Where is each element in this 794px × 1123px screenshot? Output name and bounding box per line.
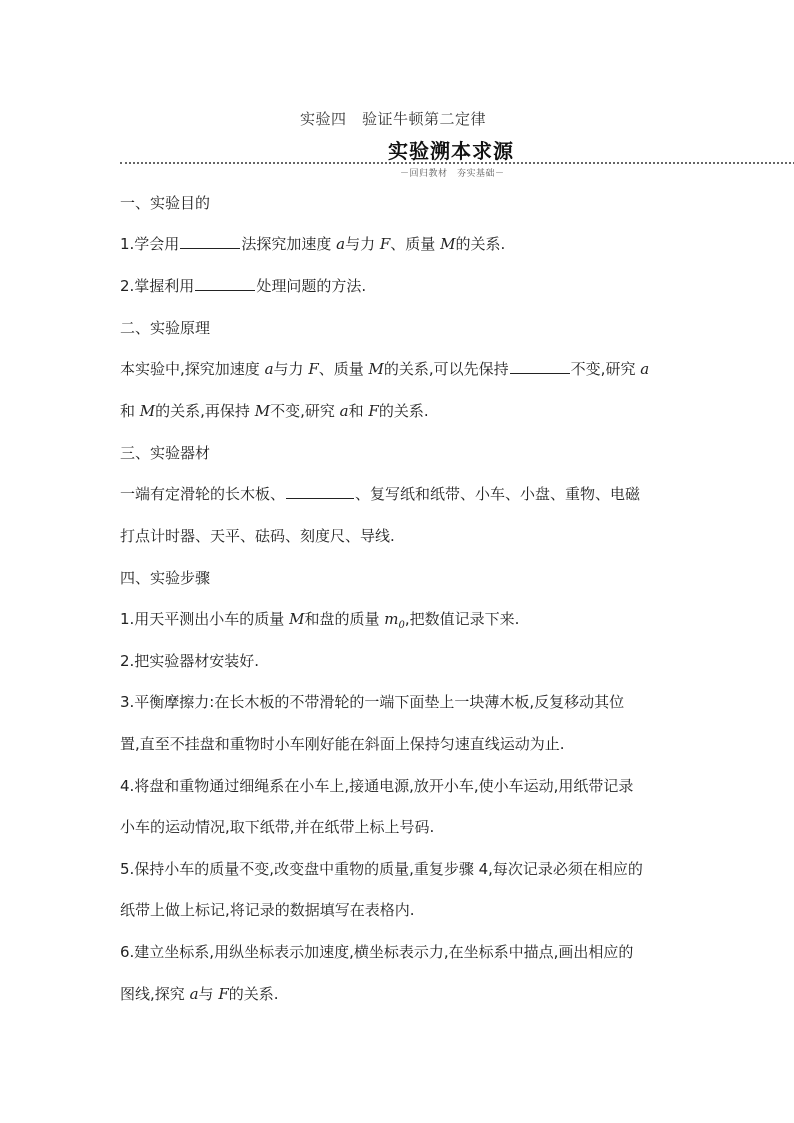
- step-5-line-1: 5.保持小车的质量不变,改变盘中重物的质量,重复步骤 4,每次记录必须在相应的: [120, 860, 643, 878]
- purpose-item-1: [120, 233, 505, 255]
- section-subtitle: －回归教材 夯实基础－: [400, 169, 505, 179]
- step-6-line-2: [120, 983, 279, 1005]
- text: 、质量: [318, 360, 364, 378]
- heading-equipment: 三、实验器材: [120, 444, 211, 462]
- symbol-a: a: [339, 402, 349, 420]
- principle-line-1: [120, 358, 649, 380]
- fill-blank: [180, 233, 240, 249]
- symbol-M: M: [254, 402, 271, 420]
- text: 本实验中,探究加速度: [120, 360, 260, 378]
- text: 与力: [273, 360, 304, 378]
- symbol-m: m: [384, 610, 399, 628]
- text: 的关系.: [455, 235, 506, 253]
- equipment-line-2: 打点计时器、天平、砝码、刻度尺、导线.: [120, 527, 395, 545]
- step-5-line-2: 纸带上做上标记,将记录的数据填写在表格内.: [120, 901, 415, 919]
- text: 、复写纸和纸带、小车、小盘、重物、电磁: [355, 485, 641, 503]
- text: 一端有定滑轮的长木板、: [120, 485, 286, 503]
- text: 与力: [345, 235, 376, 253]
- symbol-a: a: [336, 235, 346, 253]
- heading-principle: 二、实验原理: [120, 319, 211, 337]
- chapter-title: 实验四 验证牛顿第二定律: [300, 110, 487, 128]
- text: 和: [348, 402, 364, 420]
- symbol-m0: [384, 610, 405, 631]
- text: 2.掌握利用: [120, 277, 195, 295]
- principle-line-2: [120, 400, 429, 422]
- symbol-a: a: [189, 985, 199, 1003]
- symbol-a: a: [264, 360, 274, 378]
- subscript-0: 0: [398, 620, 405, 631]
- fill-blank: [195, 275, 255, 291]
- symbol-M: M: [139, 402, 156, 420]
- dotted-divider: [120, 162, 794, 164]
- section-banner: 实验溯本求源: [388, 139, 514, 163]
- text: 1.学会用: [120, 235, 180, 253]
- text: 与: [198, 985, 214, 1003]
- step-4-line-2: 小车的运动情况,取下纸带,并在纸带上标上号码.: [120, 818, 435, 836]
- step-2: 2.把实验器材安装好.: [120, 652, 260, 670]
- text: 法探究加速度: [241, 235, 332, 253]
- fill-blank: [286, 483, 354, 499]
- text: ,把数值记录下来.: [404, 610, 520, 628]
- heading-steps: 四、实验步骤: [120, 569, 211, 587]
- step-6-line-1: 6.建立坐标系,用纵坐标表示加速度,横坐标表示力,在坐标系中描点,画出相应的: [120, 943, 634, 961]
- step-3-line-1: 3.平衡摩擦力:在长木板的不带滑轮的一端下面垫上一块薄木板,反复移动其位: [120, 693, 625, 711]
- text: 和盘的质量: [304, 610, 380, 628]
- step-1: [120, 608, 519, 637]
- text: 的关系.: [228, 985, 279, 1003]
- symbol-F: F: [368, 402, 379, 420]
- symbol-M: M: [368, 360, 384, 378]
- text: 、质量: [390, 235, 436, 253]
- symbol-F: F: [308, 360, 319, 378]
- symbol-M: M: [289, 610, 305, 628]
- symbol-F: F: [379, 235, 391, 253]
- step-3-line-2: 置,直至不挂盘和重物时小车刚好能在斜面上保持匀速直线运动为止.: [120, 735, 565, 753]
- purpose-item-2: [120, 275, 366, 297]
- text: 不变,研究: [270, 402, 335, 420]
- step-4-line-1: 4.将盘和重物通过细绳系在小车上,接通电源,放开小车,使小车运动,用纸带记录: [120, 777, 634, 795]
- text: 和: [120, 402, 136, 420]
- fill-blank: [510, 358, 570, 374]
- text: 的关系,可以先保持: [383, 360, 509, 378]
- text: 图线,探究: [120, 985, 185, 1003]
- symbol-F: F: [218, 985, 229, 1003]
- equipment-line-1: [120, 483, 640, 505]
- symbol-a: a: [640, 360, 650, 378]
- heading-purpose: 一、实验目的: [120, 194, 211, 212]
- text: 的关系.: [378, 402, 429, 420]
- text: 的关系,再保持: [155, 402, 250, 420]
- text: 不变,研究: [570, 360, 636, 378]
- text: 处理问题的方法.: [256, 277, 367, 295]
- text: 1.用天平测出小车的质量: [120, 610, 285, 628]
- symbol-M: M: [440, 235, 456, 253]
